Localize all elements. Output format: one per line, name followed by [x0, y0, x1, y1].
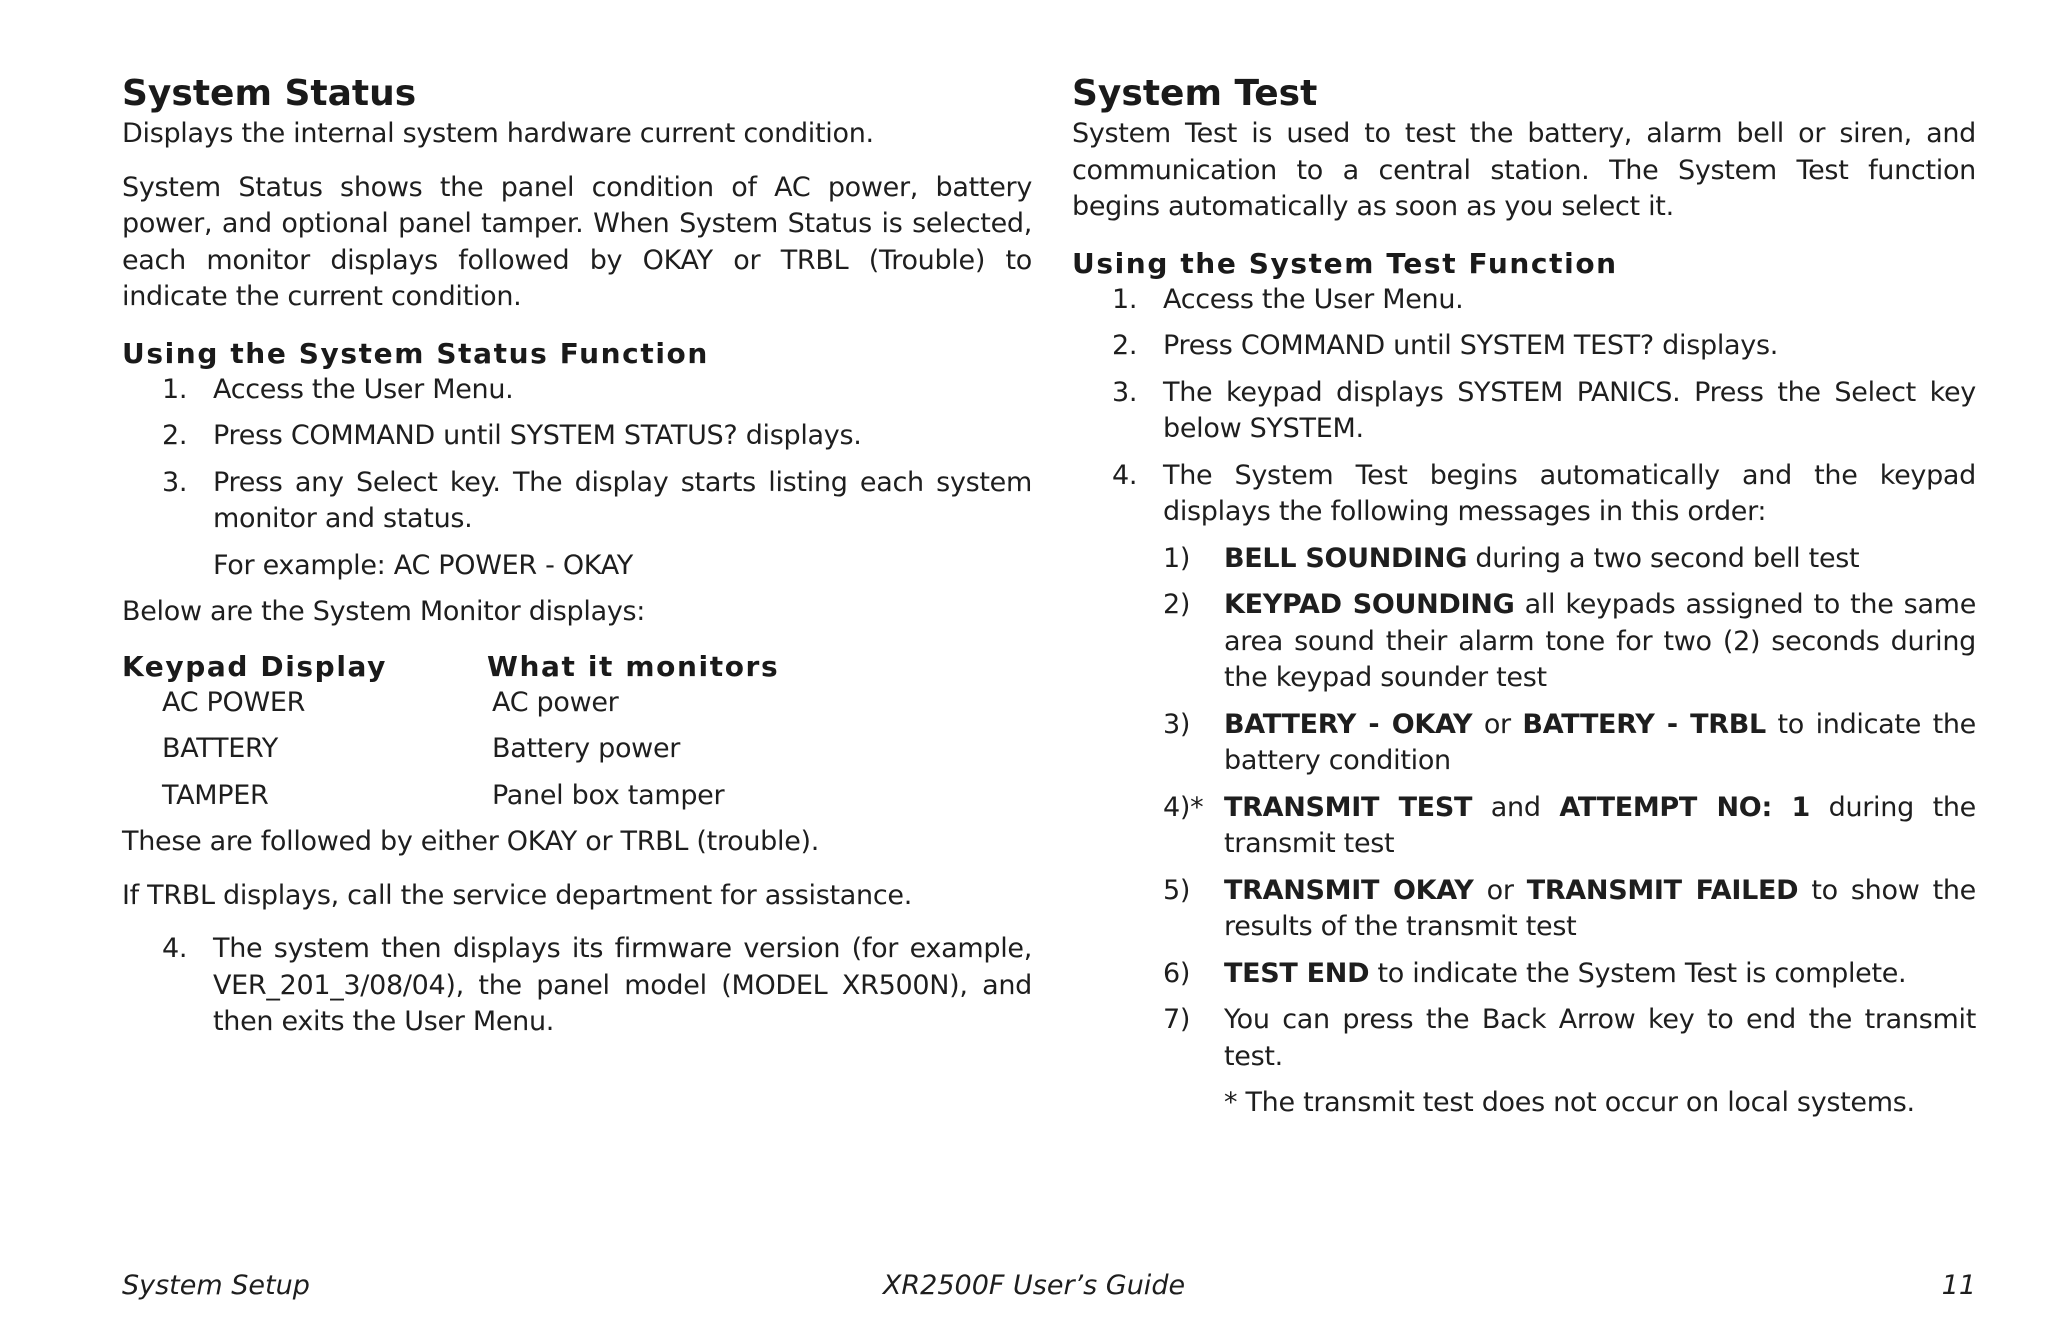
step-text: Press COMMAND until SYSTEM TEST? displays.: [1163, 330, 1778, 361]
header-keypad-display: Keypad Display: [122, 649, 388, 683]
step-number: 2.: [1112, 330, 1138, 361]
message-bold: KEYPAD SOUNDING: [1224, 589, 1515, 620]
cell-display: TAMPER: [162, 779, 269, 811]
example-text: For example: AC POWER - OKAY: [213, 549, 634, 581]
table-row: [122, 685, 1032, 722]
step-number: 1.: [162, 373, 188, 405]
message-number: 1): [1163, 542, 1191, 574]
message-text: to indicate the System Test is complete.: [1369, 957, 1907, 989]
message-number: 2): [1163, 589, 1191, 620]
message-bold: BATTERY - OKAY: [1224, 708, 1473, 740]
message-text: or: [1472, 708, 1523, 740]
list-item: [122, 465, 1032, 538]
followed-text: These are followed by either OKAY or TRBL (trouble).: [122, 826, 820, 857]
message-text: You can press the Back Arrow key to end the transmit test.: [1224, 1004, 1976, 1072]
list-item: [1072, 282, 1976, 319]
step-number: 3.: [162, 466, 188, 498]
section-title-system-test: System Test: [1072, 73, 1318, 114]
step-text: The keypad displays SYSTEM PANICS. Press the Select key below SYSTEM.: [1163, 376, 1976, 444]
monitor-table: [122, 685, 1032, 815]
message-bold-2: ATTEMPT NO: 1: [1559, 791, 1810, 823]
list-item: [1072, 873, 1976, 946]
cell-monitors: Battery power: [492, 733, 681, 764]
system-test-steps: [1072, 282, 1976, 531]
list-item: [1072, 1002, 1976, 1075]
footer-page-number: 11: [1941, 1270, 1976, 1301]
list-item: [1072, 458, 1976, 531]
message-text-2: to indicate the battery condition: [1224, 708, 1976, 776]
step-text: Press COMMAND until SYSTEM STATUS? displays.: [213, 420, 862, 451]
system-status-paragraph: System Status shows the panel condition of AC power, battery power, and optional panel tamper. When System Status is selected, each monitor displays followed by OKAY or TRBL (Trouble) to indicate the current condition.: [122, 171, 1032, 312]
left-column: [122, 72, 1032, 1041]
message-text-2: to show the results of the transmit test: [1224, 874, 1976, 942]
list-item: [1072, 375, 1976, 448]
trbl-text: If TRBL displays, call the service department for assistance.: [122, 879, 912, 911]
subhead-using-system-test: Using the System Test Function: [1072, 246, 1618, 280]
message-text: and: [1472, 791, 1560, 823]
table-row: [122, 731, 1032, 768]
step-number: 4.: [162, 933, 188, 964]
below-monitor-text: Below are the System Monitor displays:: [122, 596, 646, 627]
system-status-steps: [122, 372, 1032, 538]
cell-monitors: Panel box tamper: [492, 779, 725, 811]
cell-monitors: AC power: [492, 686, 619, 718]
list-item: [1072, 956, 1976, 993]
system-test-messages: [1072, 541, 1976, 1076]
message-text: during a two second bell test: [1467, 542, 1860, 574]
message-bold-2: BATTERY - TRBL: [1522, 708, 1766, 740]
message-number: 4)*: [1163, 791, 1204, 823]
monitor-table-header: [122, 649, 1032, 685]
step-text: The system then displays its firmware version (for example, VER_201_3/08/04), the panel model (MODEL XR500N), and then exits the User Menu.: [213, 933, 1032, 1037]
message-bold: TRANSMIT TEST: [1224, 791, 1473, 823]
list-item: [122, 931, 1032, 1041]
cell-display: BATTERY: [162, 733, 278, 764]
cell-display: AC POWER: [162, 686, 306, 718]
footer-section-name: System Setup: [122, 1270, 310, 1301]
list-item: [1072, 541, 1976, 578]
header-what-it-monitors: What it monitors: [487, 649, 780, 683]
step-text: Press any Select key. The display starts listing each system monitor and status.: [213, 466, 1032, 534]
list-item: [122, 372, 1032, 409]
message-bold-2: TRANSMIT FAILED: [1526, 874, 1799, 906]
message-bold: TEST END: [1224, 957, 1370, 989]
message-text: all keypads assigned to the same area sound their alarm tone for two (2) seconds during the keypad sounder test: [1224, 589, 1976, 693]
message-number: 7): [1163, 1004, 1191, 1035]
system-status-step-4: [122, 931, 1032, 1041]
table-row: [122, 778, 1032, 815]
list-item: [1072, 707, 1976, 780]
list-item: [122, 418, 1032, 455]
step-number: 1.: [1112, 283, 1138, 315]
step-number: 3.: [1112, 376, 1138, 408]
list-item: [1072, 328, 1976, 365]
message-bold: TRANSMIT OKAY: [1224, 874, 1474, 906]
step-text: Access the User Menu.: [213, 373, 514, 405]
footer-guide-title: XR2500F User’s Guide: [882, 1270, 1186, 1301]
message-number: 5): [1163, 874, 1191, 906]
step-text: Access the User Menu.: [1163, 283, 1464, 315]
message-number: 6): [1163, 957, 1191, 989]
step-number: 2.: [162, 420, 188, 451]
message-text: or: [1473, 874, 1527, 906]
subhead-using-system-status: Using the System Status Function: [122, 336, 709, 370]
step-text: The System Test begins automatically and the keypad displays the following messages in this order:: [1163, 459, 1976, 527]
right-column: [1072, 72, 1976, 1122]
message-number: 3): [1163, 708, 1191, 740]
transmit-footnote: * The transmit test does not occur on local systems.: [1224, 1087, 1915, 1118]
message-bold: BELL SOUNDING: [1224, 542, 1468, 574]
system-test-intro: System Test is used to test the battery, alarm bell or siren, and communication to a central station. The System Test function begins automatically as soon as you select it.: [1072, 118, 1976, 222]
list-item: [1072, 587, 1976, 697]
step-number: 4.: [1112, 459, 1138, 491]
list-item: [1072, 790, 1976, 863]
system-status-intro: Displays the internal system hardware current condition.: [122, 118, 874, 149]
section-title-system-status: System Status: [122, 73, 417, 114]
message-text-2: during the transmit test: [1224, 791, 1976, 859]
